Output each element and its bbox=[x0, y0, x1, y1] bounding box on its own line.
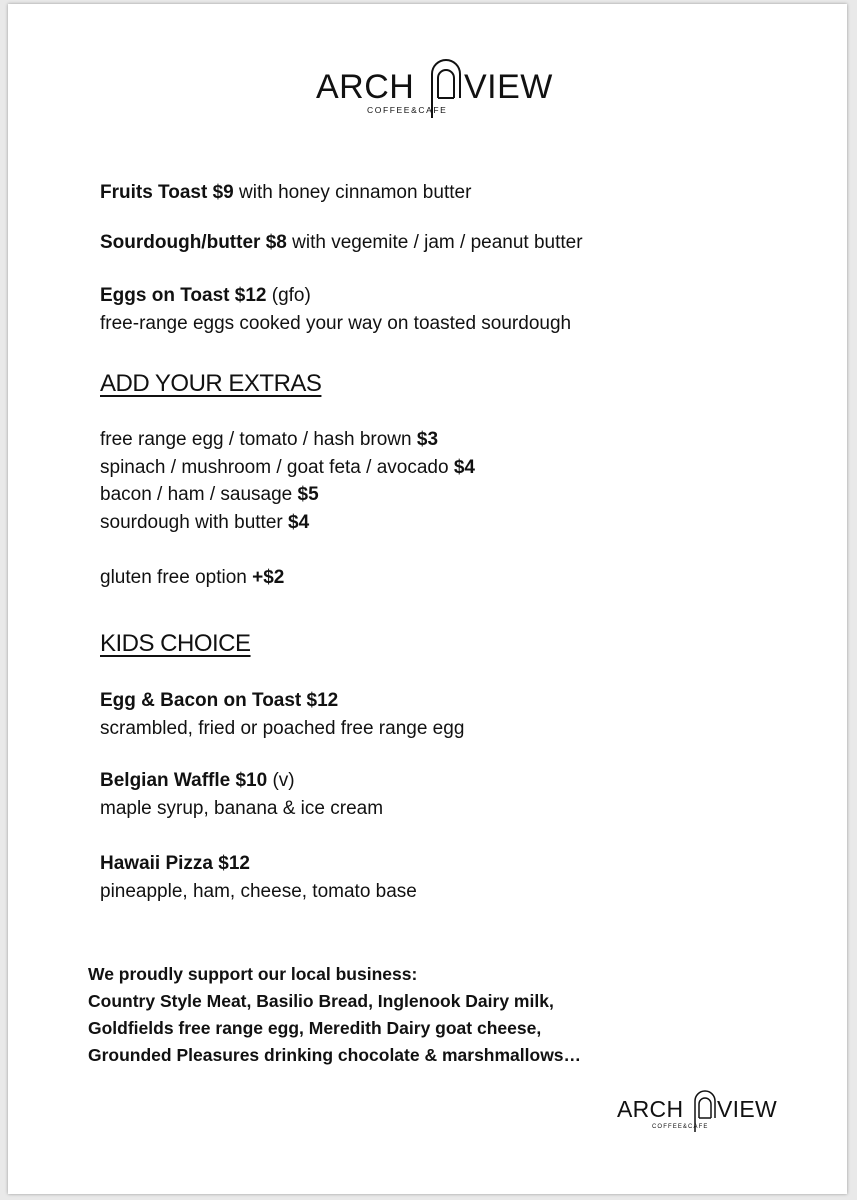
item-name: Fruits Toast bbox=[100, 182, 208, 203]
menu-item-sourdough bbox=[100, 229, 583, 257]
item-desc: pineapple, ham, cheese, tomato base bbox=[100, 881, 417, 902]
local-suppliers bbox=[88, 961, 581, 1069]
item-price: $12 bbox=[234, 285, 267, 306]
brand-logo-bottom bbox=[617, 1086, 787, 1136]
local-line: Goldfields free range egg, Meredith Dairy goat cheese, bbox=[88, 1018, 542, 1038]
item-desc: with vegemite / jam / peanut butter bbox=[292, 232, 583, 253]
local-line: We proudly support our local business: bbox=[88, 964, 418, 984]
item-desc: with honey cinnamon butter bbox=[239, 182, 472, 203]
item-tag: (gfo) bbox=[271, 285, 311, 306]
brand-right: VIEW bbox=[464, 68, 553, 106]
extras-heading: ADD YOUR EXTRAS bbox=[100, 370, 322, 397]
item-name: Sourdough/butter bbox=[100, 232, 261, 253]
item-price: $8 bbox=[265, 232, 287, 253]
item-desc: free-range eggs cooked your way on toasted sourdough bbox=[100, 313, 572, 334]
menu-item-eggs-on-toast bbox=[100, 282, 571, 338]
item-tag: (v) bbox=[272, 770, 295, 791]
item-desc: scrambled, fried or poached free range egg bbox=[100, 718, 465, 739]
brand-tagline: COFFEE&CAFE bbox=[652, 1124, 709, 1130]
kids-heading: KIDS CHOICE bbox=[100, 630, 251, 657]
extra-item: spinach / mushroom / goat feta / avocado $4 bbox=[100, 456, 475, 478]
item-name: Eggs on Toast bbox=[100, 285, 230, 306]
extras-list bbox=[100, 426, 475, 536]
menu-page bbox=[8, 4, 847, 1194]
kids-item-waffle bbox=[100, 767, 383, 823]
kids-item-pizza bbox=[100, 850, 417, 906]
item-name: Hawaii Pizza $12 bbox=[100, 853, 250, 874]
extra-item: free range egg / tomato / hash brown $3 bbox=[100, 429, 439, 450]
item-desc: maple syrup, banana & ice cream bbox=[100, 798, 384, 819]
kids-item-egg-bacon bbox=[100, 687, 464, 743]
brand-left: ARCH bbox=[316, 68, 415, 106]
item-name: Egg & Bacon on Toast $12 bbox=[100, 690, 339, 711]
brand-right: VIEW bbox=[717, 1096, 777, 1122]
gluten-free-option: gluten free option +$2 bbox=[100, 567, 285, 588]
extra-item: bacon / ham / sausage $5 bbox=[100, 484, 319, 505]
extra-item: sourdough with butter $4 bbox=[100, 511, 310, 533]
brand-tagline: COFFEE&CAFE bbox=[367, 105, 448, 115]
local-line: Country Style Meat, Basilio Bread, Inglenook Dairy milk, bbox=[88, 991, 554, 1011]
item-price: $9 bbox=[212, 182, 234, 203]
brand-logo-top bbox=[316, 52, 566, 122]
local-line: Grounded Pleasures drinking chocolate & marshmallows… bbox=[88, 1045, 582, 1065]
brand-left: ARCH bbox=[617, 1096, 684, 1122]
item-name: Belgian Waffle $10 bbox=[100, 770, 268, 791]
menu-item-fruits-toast bbox=[100, 179, 471, 207]
